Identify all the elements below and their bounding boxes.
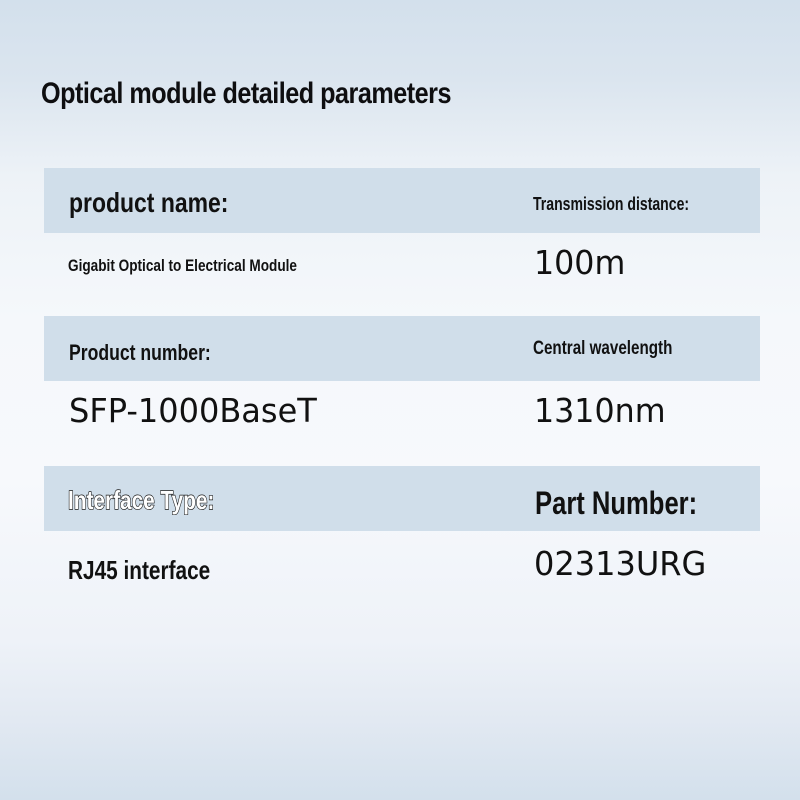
part-number-label: Part Number: — [535, 485, 698, 521]
central-wavelength-value: 1310nm — [534, 391, 666, 430]
part-number-value: 02313URG — [534, 544, 707, 583]
page-title: Optical module detailed parameters — [41, 77, 451, 110]
product-number-value: SFP-1000BaseT — [69, 391, 317, 430]
interface-type-label: Interface Type: — [68, 485, 215, 515]
central-wavelength-label: Central wavelength — [533, 338, 673, 359]
product-name-label: product name: — [69, 187, 229, 218]
interface-type-value: RJ45 interface — [68, 555, 211, 585]
transmission-distance-value: 100m — [534, 243, 626, 282]
transmission-distance-label: Transmission distance: — [533, 194, 690, 214]
product-number-label: Product number: — [69, 340, 211, 365]
product-name-value: Gigabit Optical to Electrical Module — [68, 256, 297, 275]
